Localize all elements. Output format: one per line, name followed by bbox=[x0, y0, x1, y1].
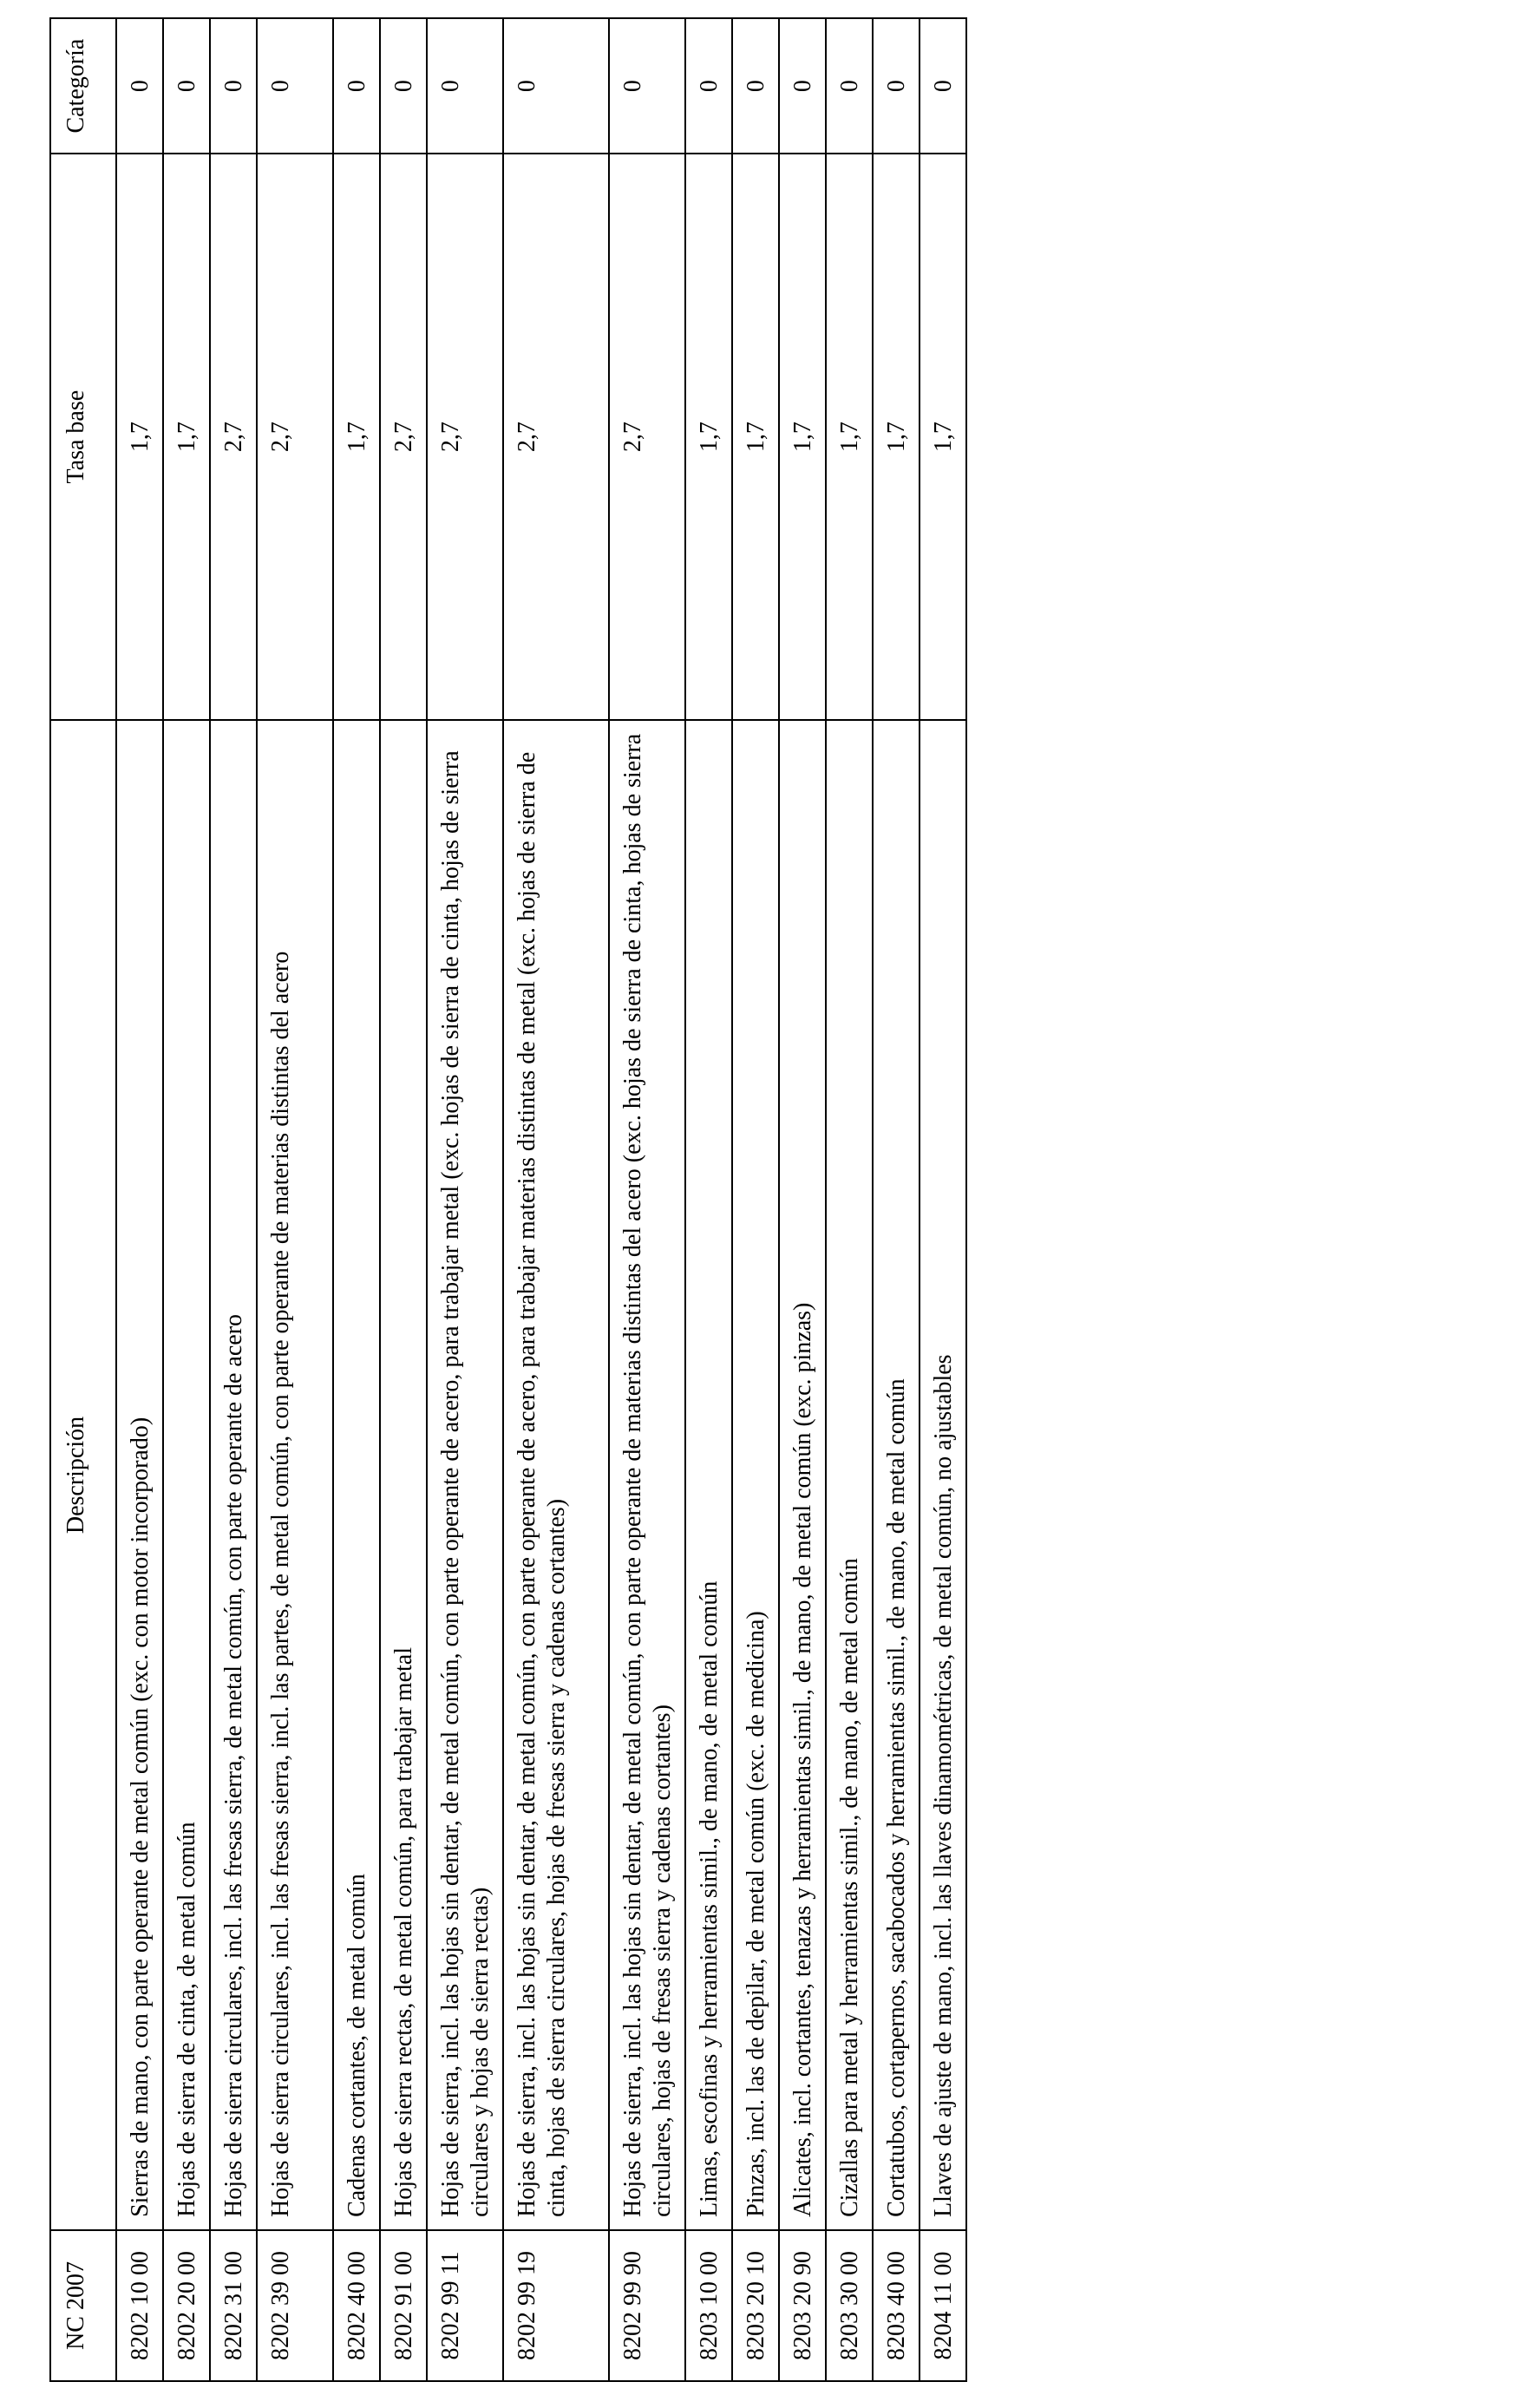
cell-rate: 1,7 bbox=[685, 154, 732, 720]
cell-code: 8202 99 19 bbox=[503, 2230, 609, 2381]
cell-description: Hojas de sierra rectas, de metal común, para trabajar metal bbox=[380, 720, 427, 2230]
cell-description: Hojas de sierra de cinta, de metal común bbox=[163, 720, 210, 2230]
table-row bbox=[826, 18, 873, 2381]
cell-rate: 2,7 bbox=[210, 154, 257, 720]
table-row bbox=[873, 18, 920, 2381]
cell-description: Limas, escofinas y herramientas simil., de mano, de metal común bbox=[685, 720, 732, 2230]
cell-rate: 1,7 bbox=[873, 154, 920, 720]
cell-description: Llaves de ajuste de mano, incl. las llaves dinamométricas, de metal común, no ajustables bbox=[920, 720, 966, 2230]
cell-code: 8202 99 11 bbox=[427, 2230, 503, 2381]
table-row bbox=[210, 18, 257, 2381]
cell-code: 8204 11 00 bbox=[920, 2230, 966, 2381]
cell-rate: 2,7 bbox=[380, 154, 427, 720]
table-row bbox=[116, 18, 163, 2381]
cell-description: Alicates, incl. cortantes, tenazas y herramientas simil., de mano, de metal común (exc. pinzas) bbox=[779, 720, 826, 2230]
cell-category: 0 bbox=[210, 18, 257, 154]
table-row bbox=[503, 18, 609, 2381]
cell-category: 0 bbox=[163, 18, 210, 154]
cell-code: 8202 39 00 bbox=[257, 2230, 333, 2381]
cell-description: Hojas de sierra circulares, incl. las fresas sierra, incl. las partes, de metal común, con parte operante de materias distintas del acero bbox=[257, 720, 333, 2230]
cell-category: 0 bbox=[732, 18, 779, 154]
table-row bbox=[380, 18, 427, 2381]
cell-rate: 1,7 bbox=[732, 154, 779, 720]
cell-category: 0 bbox=[427, 18, 503, 154]
cell-rate: 2,7 bbox=[503, 154, 609, 720]
header-rate: Tasa base bbox=[50, 154, 116, 720]
cell-description: Cadenas cortantes, de metal común bbox=[333, 720, 380, 2230]
cell-rate: 2,7 bbox=[427, 154, 503, 720]
cell-rate: 1,7 bbox=[116, 154, 163, 720]
cell-category: 0 bbox=[257, 18, 333, 154]
cell-code: 8203 20 10 bbox=[732, 2230, 779, 2381]
cell-category: 0 bbox=[609, 18, 685, 154]
table-row bbox=[257, 18, 333, 2381]
cell-code: 8202 40 00 bbox=[333, 2230, 380, 2381]
cell-rate: 1,7 bbox=[163, 154, 210, 720]
cell-description: Hojas de sierra circulares, incl. las fresas sierra, de metal común, con parte operante de acero bbox=[210, 720, 257, 2230]
cell-rate: 2,7 bbox=[257, 154, 333, 720]
cell-rate: 2,7 bbox=[609, 154, 685, 720]
cell-rate: 1,7 bbox=[333, 154, 380, 720]
cell-category: 0 bbox=[380, 18, 427, 154]
table-body bbox=[116, 18, 966, 2381]
cell-code: 8203 20 90 bbox=[779, 2230, 826, 2381]
table-row bbox=[333, 18, 380, 2381]
cell-category: 0 bbox=[826, 18, 873, 154]
cell-code: 8203 40 00 bbox=[873, 2230, 920, 2381]
cell-code: 8202 91 00 bbox=[380, 2230, 427, 2381]
cell-category: 0 bbox=[920, 18, 966, 154]
cell-description: Cortatubos, cortapernos, sacabocados y herramientas simil., de mano, de metal común bbox=[873, 720, 920, 2230]
header-description: Descripción bbox=[50, 720, 116, 2230]
cell-description: Sierras de mano, con parte operante de metal común (exc. con motor incorporado) bbox=[116, 720, 163, 2230]
header-row bbox=[50, 18, 116, 2381]
cell-rate: 1,7 bbox=[826, 154, 873, 720]
table-row bbox=[609, 18, 685, 2381]
table-row bbox=[920, 18, 966, 2381]
cell-rate: 1,7 bbox=[779, 154, 826, 720]
cell-category: 0 bbox=[503, 18, 609, 154]
cell-description: Pinzas, incl. las de depilar, de metal común (exc. de medicina) bbox=[732, 720, 779, 2230]
cell-category: 0 bbox=[685, 18, 732, 154]
cell-description: Hojas de sierra, incl. las hojas sin dentar, de metal común, con parte operante de acero, para trabajar materias distintas de metal (exc. hojas de sierra de cinta, hojas de sierra circulares, hojas de fresas sierra y cadenas cortantes) bbox=[503, 720, 609, 2230]
cell-category: 0 bbox=[779, 18, 826, 154]
cell-code: 8203 10 00 bbox=[685, 2230, 732, 2381]
cell-rate: 1,7 bbox=[920, 154, 966, 720]
cell-category: 0 bbox=[116, 18, 163, 154]
cell-code: 8202 31 00 bbox=[210, 2230, 257, 2381]
cell-code: 8203 30 00 bbox=[826, 2230, 873, 2381]
table-row bbox=[685, 18, 732, 2381]
table-row bbox=[427, 18, 503, 2381]
header-code: NC 2007 bbox=[50, 2230, 116, 2381]
table-row bbox=[779, 18, 826, 2381]
cell-code: 8202 10 00 bbox=[116, 2230, 163, 2381]
cell-description: Hojas de sierra, incl. las hojas sin dentar, de metal común, con parte operante de materias distintas del acero (exc. hojas de sierra de cinta, hojas de sierra circulares, hojas de fresas sierra y cadenas cortantes) bbox=[609, 720, 685, 2230]
tariff-table bbox=[49, 17, 967, 2382]
cell-category: 0 bbox=[873, 18, 920, 154]
header-category: Categoría bbox=[50, 18, 116, 154]
table-row bbox=[732, 18, 779, 2381]
table-row bbox=[163, 18, 210, 2381]
cell-category: 0 bbox=[333, 18, 380, 154]
cell-description: Hojas de sierra, incl. las hojas sin dentar, de metal común, con parte operante de acero, para trabajar metal (exc. hojas de sierra de cinta, hojas de sierra circulares y hojas de sierra rectas) bbox=[427, 720, 503, 2230]
cell-code: 8202 20 00 bbox=[163, 2230, 210, 2381]
cell-code: 8202 99 90 bbox=[609, 2230, 685, 2381]
cell-description: Cizallas para metal y herramientas simil., de mano, de metal común bbox=[826, 720, 873, 2230]
